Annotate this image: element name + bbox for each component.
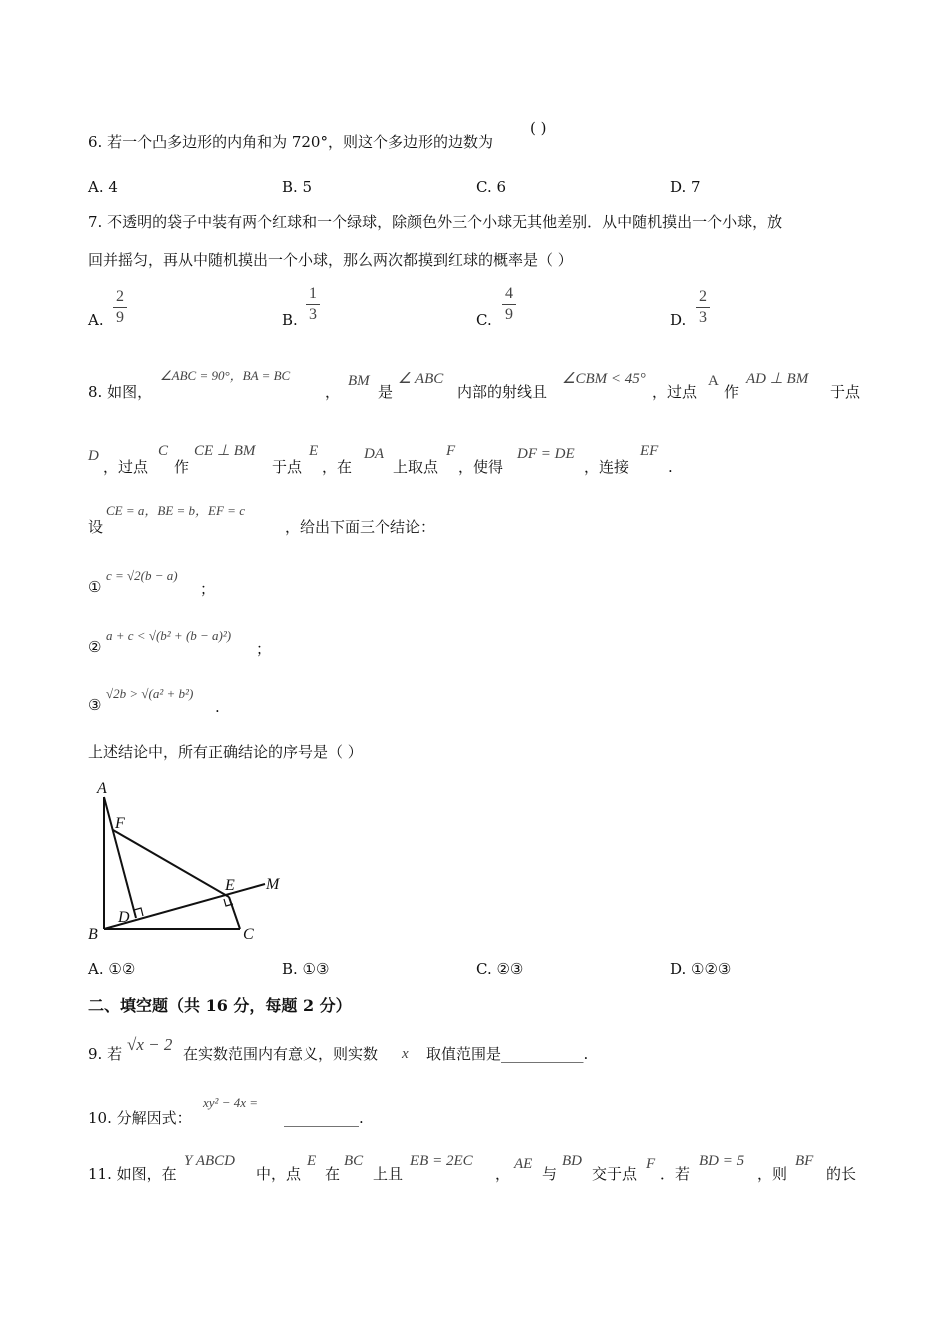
q8-math: D: [88, 448, 99, 464]
q8-math: ∠CBM < 45°: [562, 371, 646, 387]
q8-math: ∠ ABC: [398, 371, 444, 387]
q7-option-d: D.: [670, 311, 687, 329]
q6-option-d: D. 7: [670, 178, 701, 196]
q9-math: x: [402, 1046, 409, 1062]
q8-math: EF: [640, 443, 659, 459]
denominator: 3: [699, 309, 707, 326]
label-f: F: [115, 815, 125, 832]
q11-math: BD: [562, 1153, 582, 1169]
q11-text: 中，点: [256, 1165, 302, 1183]
q8-math: BM: [348, 373, 370, 389]
q8-math: DF = DE: [517, 446, 575, 462]
q6-option-b: B. 5: [282, 178, 313, 196]
q8-math: CE = a，BE = b，EF = c: [106, 503, 245, 518]
conclusion-1-mark: ①: [88, 578, 102, 596]
q11-math: BF: [795, 1153, 814, 1169]
q8-intro: 8. 如图，: [88, 383, 153, 401]
label-b: B: [88, 926, 98, 943]
q8-option-c: C. ②③: [476, 960, 524, 978]
q11-text: 交于点: [592, 1165, 638, 1183]
conclusion-2-expr: a + c < √(b² + (b − a)²): [106, 628, 232, 643]
q8-text: ，连接: [584, 458, 630, 476]
q7-option-c: C.: [476, 311, 492, 329]
q11-text: 与: [542, 1165, 558, 1183]
q11-math: BC: [344, 1153, 364, 1169]
q8-math: C: [158, 443, 169, 459]
q11-text: ，: [495, 1165, 511, 1183]
q6-answer-paren: ( ): [530, 119, 547, 137]
label-d: D: [118, 909, 130, 926]
q6-text: 6. 若一个凸多边形的内角和为 720°，则这个多边形的边数为: [88, 133, 493, 151]
q9-text: 9. 若: [88, 1045, 123, 1063]
numerator: 1: [309, 285, 317, 302]
q7-line2: 回并摇匀，再从中随机摸出一个小球，那么两次都摸到红球的概率是（ ）: [88, 251, 573, 269]
q11-text: ．若: [660, 1165, 691, 1183]
q8-math: CE ⊥ BM: [194, 443, 256, 459]
conclusion-3-expr: √2b > √(a² + b²): [106, 686, 194, 701]
q8-text: 于点: [272, 458, 303, 476]
q8-option-b: B. ①③: [282, 960, 330, 978]
q8-math: AD ⊥ BM: [746, 371, 809, 387]
label-a: A: [97, 780, 107, 797]
q8-text: 设: [88, 518, 104, 536]
q8-text: 是: [378, 383, 394, 401]
q7-fraction-d: [696, 288, 710, 327]
q8-text: ，给出下面三个结论：: [285, 518, 436, 536]
q11-text: 的长: [826, 1165, 857, 1183]
denominator: 3: [309, 306, 317, 323]
section-heading: 二、填空题（共 16 分，每题 2 分）: [88, 996, 352, 1015]
conclusion-3-mark: ③: [88, 696, 102, 714]
q8-text: .: [668, 458, 673, 476]
q8-text: 于点: [830, 383, 861, 401]
q8-text: ，过点: [652, 383, 698, 401]
numerator: 4: [505, 285, 513, 302]
q11-text: ，则: [757, 1165, 788, 1183]
denominator: 9: [505, 306, 513, 323]
segment-ce: [229, 897, 240, 929]
q9-text: 在实数范围内有意义，则实数: [183, 1045, 379, 1063]
q8-option-a: A. ①②: [88, 960, 136, 978]
q8-math: F: [446, 443, 456, 459]
q11-math: E: [307, 1153, 317, 1169]
q10-math: xy² − 4x =: [203, 1095, 259, 1110]
q10-text: 10. 分解因式：: [88, 1109, 192, 1127]
q11-math: F: [646, 1156, 656, 1172]
label-e: E: [225, 877, 235, 894]
q9-math: √x − 2: [127, 1035, 173, 1054]
q8-math: A: [708, 373, 719, 389]
q7-line1: 7. 不透明的袋子中装有两个红球和一个绿球，除颜色外三个小球无其他差别．从中随机摸出一个小球，放: [88, 213, 783, 231]
q11-text: 11. 如图，在: [88, 1165, 177, 1183]
q11-math: Y ABCD: [184, 1153, 235, 1169]
numerator: 2: [116, 288, 124, 305]
q8-text: 作: [724, 383, 740, 401]
q8-geometry-figure: [80, 775, 300, 950]
q11-math: AE: [514, 1156, 533, 1172]
q8-text: ，在: [322, 458, 353, 476]
q7-fraction-b: [306, 285, 320, 324]
numerator: 2: [699, 288, 707, 305]
q11-text: 在: [325, 1165, 341, 1183]
q8-question: 上述结论中，所有正确结论的序号是（ ）: [88, 743, 363, 761]
q8-math: E: [309, 443, 319, 459]
q8-text: ，过点: [103, 458, 149, 476]
conclusion-3-end: .: [215, 698, 220, 716]
label-c: C: [243, 926, 254, 943]
q10-blank: __________.: [284, 1109, 364, 1127]
segment-fe: [113, 830, 229, 897]
q7-fraction-c: [502, 285, 516, 324]
q11-math: BD = 5: [699, 1153, 745, 1169]
q11-math: EB = 2EC: [410, 1153, 473, 1169]
q8-option-d: D. ①②③: [670, 960, 732, 978]
q9-text-blank: 取值范围是___________.: [426, 1045, 589, 1063]
q7-option-b: B.: [282, 311, 298, 329]
q11-text: 上且: [373, 1165, 404, 1183]
denominator: 9: [116, 309, 124, 326]
conclusion-2-mark: ②: [88, 638, 102, 656]
conclusion-1-expr: c = √2(b − a): [106, 568, 178, 583]
q7-option-a: A.: [88, 311, 104, 329]
q6-option-a: A. 4: [88, 178, 118, 196]
q8-math: DA: [364, 446, 384, 462]
q8-math: ∠ABC = 90°，BA = BC: [160, 368, 291, 383]
q8-text: 内部的射线且: [457, 383, 548, 401]
conclusion-2-end: ；: [256, 640, 272, 658]
q6-option-c: C. 6: [476, 178, 507, 196]
label-m: M: [266, 876, 280, 893]
q8-text: 作: [174, 458, 190, 476]
q7-fraction-a: [113, 288, 127, 327]
q8-text: ，: [325, 383, 341, 401]
q8-text: 上取点: [393, 458, 439, 476]
conclusion-1-end: ；: [200, 580, 216, 598]
q8-text: ，使得: [458, 458, 504, 476]
